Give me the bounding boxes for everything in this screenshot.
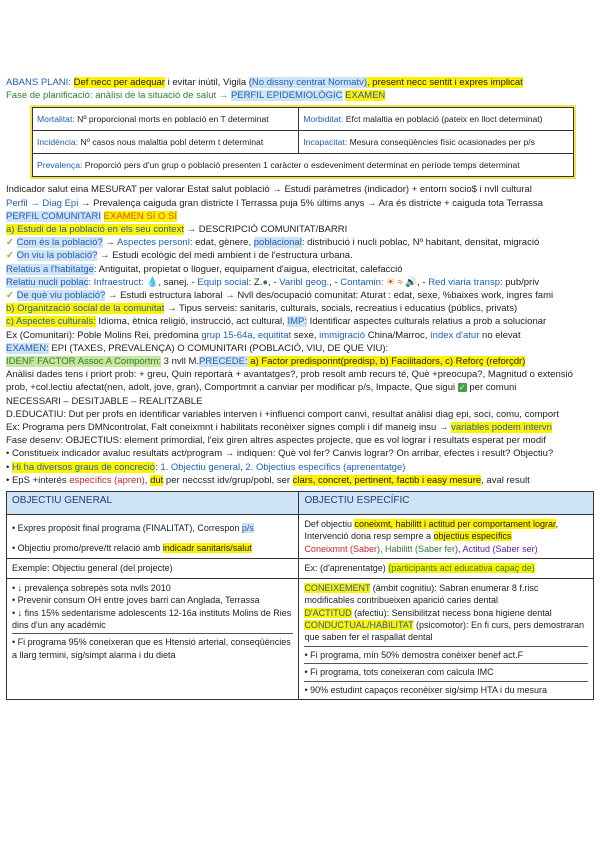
text-span: , - (268, 276, 280, 288)
text-span: , sanej. - (158, 276, 198, 288)
checkbox-icon: ✓ (458, 383, 466, 393)
indicators-box (30, 105, 576, 179)
line-eps-interes (6, 474, 594, 487)
text-span: índex d'atur (430, 329, 480, 341)
highlight-text: Def necc per adequar (73, 77, 165, 88)
text-span: Contamin (340, 276, 381, 288)
definition: Nº proporcional morts en població en T determinat (74, 114, 269, 125)
list-item (304, 619, 588, 644)
line-abans-plani (6, 76, 594, 89)
line-ex-programa (6, 421, 594, 434)
list-item: • ↓ prevalença sobrepès sota nvlls 2010 (12, 582, 171, 593)
highlight-text: clars, concret, pertinent, factib i easy mesure (292, 474, 482, 486)
text-span: • Expres propòsit final programa (FINALITAT), Correspon (12, 523, 242, 534)
text-span: Idioma, ètnica religió, instrucció, act cultural, (95, 316, 288, 328)
general-point-2 (12, 542, 293, 554)
highlight-text: Com és la població? (16, 237, 103, 249)
text-span: EPI (TAXES, PREVALENÇA) O COMUNITARI (POBLACIÓ, VIU, DE QUE VIU): (48, 342, 389, 354)
text-span: ), Habilitt ( (376, 543, 418, 554)
text-span: , (144, 474, 151, 486)
general-point-1 (12, 522, 293, 534)
dot-icon: ● (262, 276, 269, 288)
text-span: ) (534, 543, 538, 554)
list-item (304, 582, 588, 607)
divider (304, 663, 588, 664)
text-span: • Objectiu promo/preve/tt relació amb (12, 543, 163, 554)
line-organitzacio-social (6, 302, 594, 315)
text-span: sexe, (291, 329, 320, 341)
text-span: Ex: Programa pers DMNcontrolat, Falt coneixmnt i habilitats reconèixer signes compli i dif maneig insu → (6, 422, 452, 434)
line-habitatge (6, 263, 594, 276)
term: Mortalitat: (37, 114, 75, 125)
highlight-text: a) Factor predisponnt(predisp, b) Facilitadors, c) Reforç (reforçdr) (247, 356, 526, 368)
highlight-text: Relatiu nucli poblac (6, 276, 89, 288)
divider (304, 646, 588, 647)
highlight-text: CONEIXEMENT (304, 582, 371, 593)
cell-especific-list (299, 578, 594, 699)
text-span: Anàlisi dades tens i priort prob: + greu, Quin reportarà + avantatges?, prob resolt amb recurs té, Què +preocupa?, Magnitud o extensió prob, +col.lectiu afectat(nen, adolt, jove, gran), Comportmnt a canviar per modificar p/s, Impacte, Que sigui (6, 369, 573, 394)
cell-mortalitat (33, 108, 299, 131)
list-item: • Prevenir consum OH entre joves barri can Anglada, Terrassa (12, 595, 260, 606)
line-constitueix: • Constitueix indicador avaluc resultats act/program → indiquen: Què vol fer? Canvis lograr? On arribar, efectes i result? Objectiu? (6, 448, 554, 460)
highlight-text: EXAMEN (345, 90, 386, 102)
text-span: • (6, 461, 12, 473)
text-span: 2. Objectius específics (aprenentatge) (245, 461, 406, 473)
highlight-text: p/s (241, 523, 254, 534)
highlight-text: PRECEDE: (199, 356, 248, 368)
cell-general-desc (7, 515, 299, 559)
especific-point-1 (304, 518, 588, 543)
text-span: Coneixmnt ( (304, 543, 353, 554)
highlight-text: Relatius a l'habitatge (6, 263, 94, 275)
line-de-que-viu (6, 289, 594, 302)
text-span: ), Actitud ( (455, 543, 496, 554)
text-span: → DESCRIPCIÓ COMUNITAT/BARRI (183, 224, 348, 236)
cell-incapacitat (299, 131, 574, 154)
highlight-text: , present necc sentit i expres implicat (367, 77, 523, 88)
text-span: → Prevalença caiguda gran districte l Terrassa puja 5% últims anys → Ara és districte + caiguda tota Terrassa (78, 197, 543, 209)
text-span: Aspectes personl (116, 237, 190, 249)
highlight-text: b) Organització social de la comunitat (6, 303, 165, 315)
highlight-text: EXAMEN: (6, 342, 49, 354)
text-span: , aval result (481, 474, 530, 486)
text-span: : edat, gènere, (189, 237, 254, 249)
check-icon: ✓ (6, 250, 17, 262)
list-item: • Fi programa, mín 50% demostra conèixer benef act.F (304, 649, 524, 660)
highlight-text: IDENF FACTOR Assoc A Comportm: (6, 356, 162, 368)
pollution-icons: : ☀ ≈ 🔊 (380, 276, 418, 288)
text-span: : pub/priv (500, 276, 540, 288)
text-span: grup 15-64a (201, 329, 253, 341)
highlight-text: objectius específics (433, 531, 512, 542)
highlight-text: dut (150, 474, 164, 486)
line-perfil-diag (6, 197, 594, 210)
text-span: : Antiguitat, propietat o lloguer, equipament d'aigua, electricitat, calefacció (93, 263, 403, 275)
line-graus-concrecio (6, 461, 594, 474)
text-span: equititat (257, 329, 292, 341)
highlight-text: variables podem intervn (451, 422, 552, 434)
highlight-text: coneixmt, habilitt i actitud per comportament lograr (354, 519, 556, 530)
cell-morbiditat (299, 108, 574, 131)
highlight-text: (No dissny centrat Normatv) (248, 77, 368, 88)
especific-point-2 (304, 543, 588, 555)
cell-example-especific (299, 559, 594, 578)
divider (12, 633, 293, 634)
text-span: Saber ser (495, 543, 535, 554)
highlight-text: CONDUCTUAL/HABILITAT (304, 619, 414, 630)
text-span: 3 nvll M. (161, 356, 200, 368)
line-idenf-factor (6, 355, 594, 368)
text-span: específics (apren) (69, 474, 145, 486)
highlight-text: D'ACTITUD (304, 607, 352, 618)
check-icon: ✓ (6, 237, 17, 249)
water-icon: 💧 (146, 276, 159, 288)
text-span: Equip social (197, 276, 249, 288)
text-span: → Estudi ecològic del medi ambient i de l'estructura urbana. (97, 250, 353, 262)
line-examen-epi (6, 342, 594, 355)
text-span: i evitar inútil, Vigila (164, 77, 249, 88)
header-objectiu-especific: OBJECTIU ESPECÍFIC (299, 492, 594, 515)
line-perfil-comunitari (6, 210, 594, 223)
check-icon: ✓ (6, 290, 17, 302)
text-span: : distribució i nucli poblac, Nº habitant, densitat, migració (301, 237, 540, 249)
highlight-text: IMP: (287, 316, 307, 328)
text-span: • EpS +interés (6, 474, 70, 486)
cell-especific-desc (299, 515, 594, 559)
line-estudi-poblacio (6, 223, 594, 236)
text-span: : (155, 461, 161, 473)
highlight-text: a) Estudi de la població en els seu context (6, 224, 184, 236)
text-span: no elevat (479, 329, 521, 341)
line-fase-desenv: Fase desenv: OBJECTIUS: element primordial, l'eix giren altres aspectes projecte, que es vol lograr i resultats esperat per modif (6, 435, 546, 447)
line-nucli-poblac (6, 276, 594, 289)
line-ex-comunitari (6, 329, 594, 342)
cell-example-general: Exemple: Objectiu general (del projecte) (7, 559, 299, 578)
text-span: China/Marroc, (365, 329, 431, 341)
text-span: : Z. (248, 276, 263, 288)
definition: Mesura conseqüències físic ocasionades per p/s (347, 137, 535, 148)
highlight-text: PERFIL COMUNITARI (6, 210, 102, 222)
text-span: Saber fer (418, 543, 456, 554)
label-abans-plani: ABANS PLANI: (6, 77, 71, 88)
text-span: per neccsst idv/grup/pobl, ser (163, 474, 293, 486)
text-span: (àmbit cognitiu): Sabran enumerar 8 f.risc modificables contribueixen aparició caries dental (304, 582, 539, 606)
highlight-text: (participants act educativa capaç de) (388, 563, 535, 574)
highlight-text: poblacional (253, 237, 302, 249)
highlight-text: On viu la població? (16, 250, 98, 262)
cell-general-list (7, 578, 299, 699)
definition: Nº casos nous malaltia pobl determ t determinat (78, 137, 264, 148)
list-item: • ↓ fins 15% sedentarisme adolescents 12-16a instituts Molins de Ries dins d'un any acadèmic (12, 607, 292, 630)
line-com-es-poblacio (6, 236, 594, 249)
highlight-text: De què viu població? (16, 290, 106, 302)
term: Prevalença: (37, 160, 83, 171)
text-span: Ex: (d'aprenentatge) (304, 563, 389, 574)
term: Morbiditat: (303, 114, 344, 125)
text-span: : Infraestruct: (88, 276, 147, 288)
text-span: , (240, 461, 246, 473)
text-span: 1. Objectiu general (160, 461, 241, 473)
highlight-text: EXAMEN SÍ O SÍ (103, 210, 178, 222)
list-item: • Fi programa, tots coneixeran com calcula IMC (304, 667, 494, 678)
definition: Proporció pers d'un grup o població presenten 1 caràcter o esdeveniment determinat en període temps determinat (82, 160, 520, 171)
indicators-table (32, 107, 574, 177)
list-item: • 90% estudint capaços reconèixer sig/simp HTA i du mesura (304, 684, 548, 695)
cell-prevalenca (33, 154, 574, 177)
line-d-educatiu: D.EDUCATIU: Dut per profs en identificar variables interven i +influenci comport canvi, resultat anàlisi diag epi, soci, comu, comport (6, 408, 559, 420)
text-span: , Intervenció dona resp sempre a (304, 519, 559, 542)
text-span: Def objectiu (304, 519, 355, 530)
text-span: per comuni (466, 382, 517, 394)
text-span: Fase de planificació: anàlisi de la situació de salut → (6, 90, 231, 102)
term: Incapacitat: (303, 137, 348, 148)
text-span: (afectiu): Sensibilitzat necess bona higiene dental (351, 607, 552, 618)
text-span: Identificar aspectes culturals relatius a prob a solucionar (306, 316, 547, 328)
highlight-text: Hi ha diversos graus de concreció (11, 461, 156, 473)
text-span: → Tipus serveis: sanitaris, culturals, socials, recreatius i educatius (públics, privats) (164, 303, 518, 315)
definition: Efct malaltia en població (pateix en lloct determinat) (343, 114, 543, 125)
list-item (304, 607, 588, 619)
text-span: , - (329, 276, 341, 288)
text-span: , - (417, 276, 429, 288)
term: Incidència: (37, 137, 79, 148)
line-indicador-salut: Indicador salut eina MESURAT per valorar Estat salut població → Estudi paràmetres (indicador) + entorn socio$ i nvll cultural (6, 184, 532, 196)
list-item: • Fi programa 95% coneixeran que es Htensió arterial, conseqüències a llarg termini, sig/simpt alarma i du dieta (12, 637, 291, 660)
text-span: Varibl geog. (279, 276, 330, 288)
text-span: Perfil → Diag Epi (6, 197, 79, 209)
text-span: → (102, 237, 117, 249)
text-span: Saber (352, 543, 377, 554)
highlight-text: indicadr sanitaris/salut (162, 543, 252, 554)
highlight-text: PERFIL EPIDEMIOLÒGIC (230, 90, 343, 102)
text-span: Ex (Comunitari): Poble Molins Rei, predomina (6, 329, 202, 341)
header-objectiu-general: OBJECTIU GENERAL (7, 492, 299, 515)
line-analisi-dades (6, 368, 594, 394)
line-aspectes-culturals (6, 315, 594, 328)
line-on-viu (6, 249, 594, 262)
line-necessari: NECESSARI – DESITJABLE – REALITZABLE (6, 395, 203, 407)
text-span: immigració (319, 329, 366, 341)
text-span: , (252, 329, 258, 341)
document-page (6, 76, 594, 700)
divider (304, 681, 588, 682)
objectives-table (6, 491, 594, 700)
text-span: Red viaria transp (428, 276, 500, 288)
text-span: → Estudi estructura laboral → Nvll des/ocupació comunitat: Aturat : edat, sexe, %baixes work, ingres fami (105, 290, 554, 302)
cell-incidencia (33, 131, 299, 154)
highlight-text: c) Aspectes culturals: (6, 316, 96, 328)
line-fase-planificacio (6, 89, 594, 102)
text-span: (psicomotor): En fi curs, pers demostraran que saben fer el raspallat dental (304, 619, 585, 643)
